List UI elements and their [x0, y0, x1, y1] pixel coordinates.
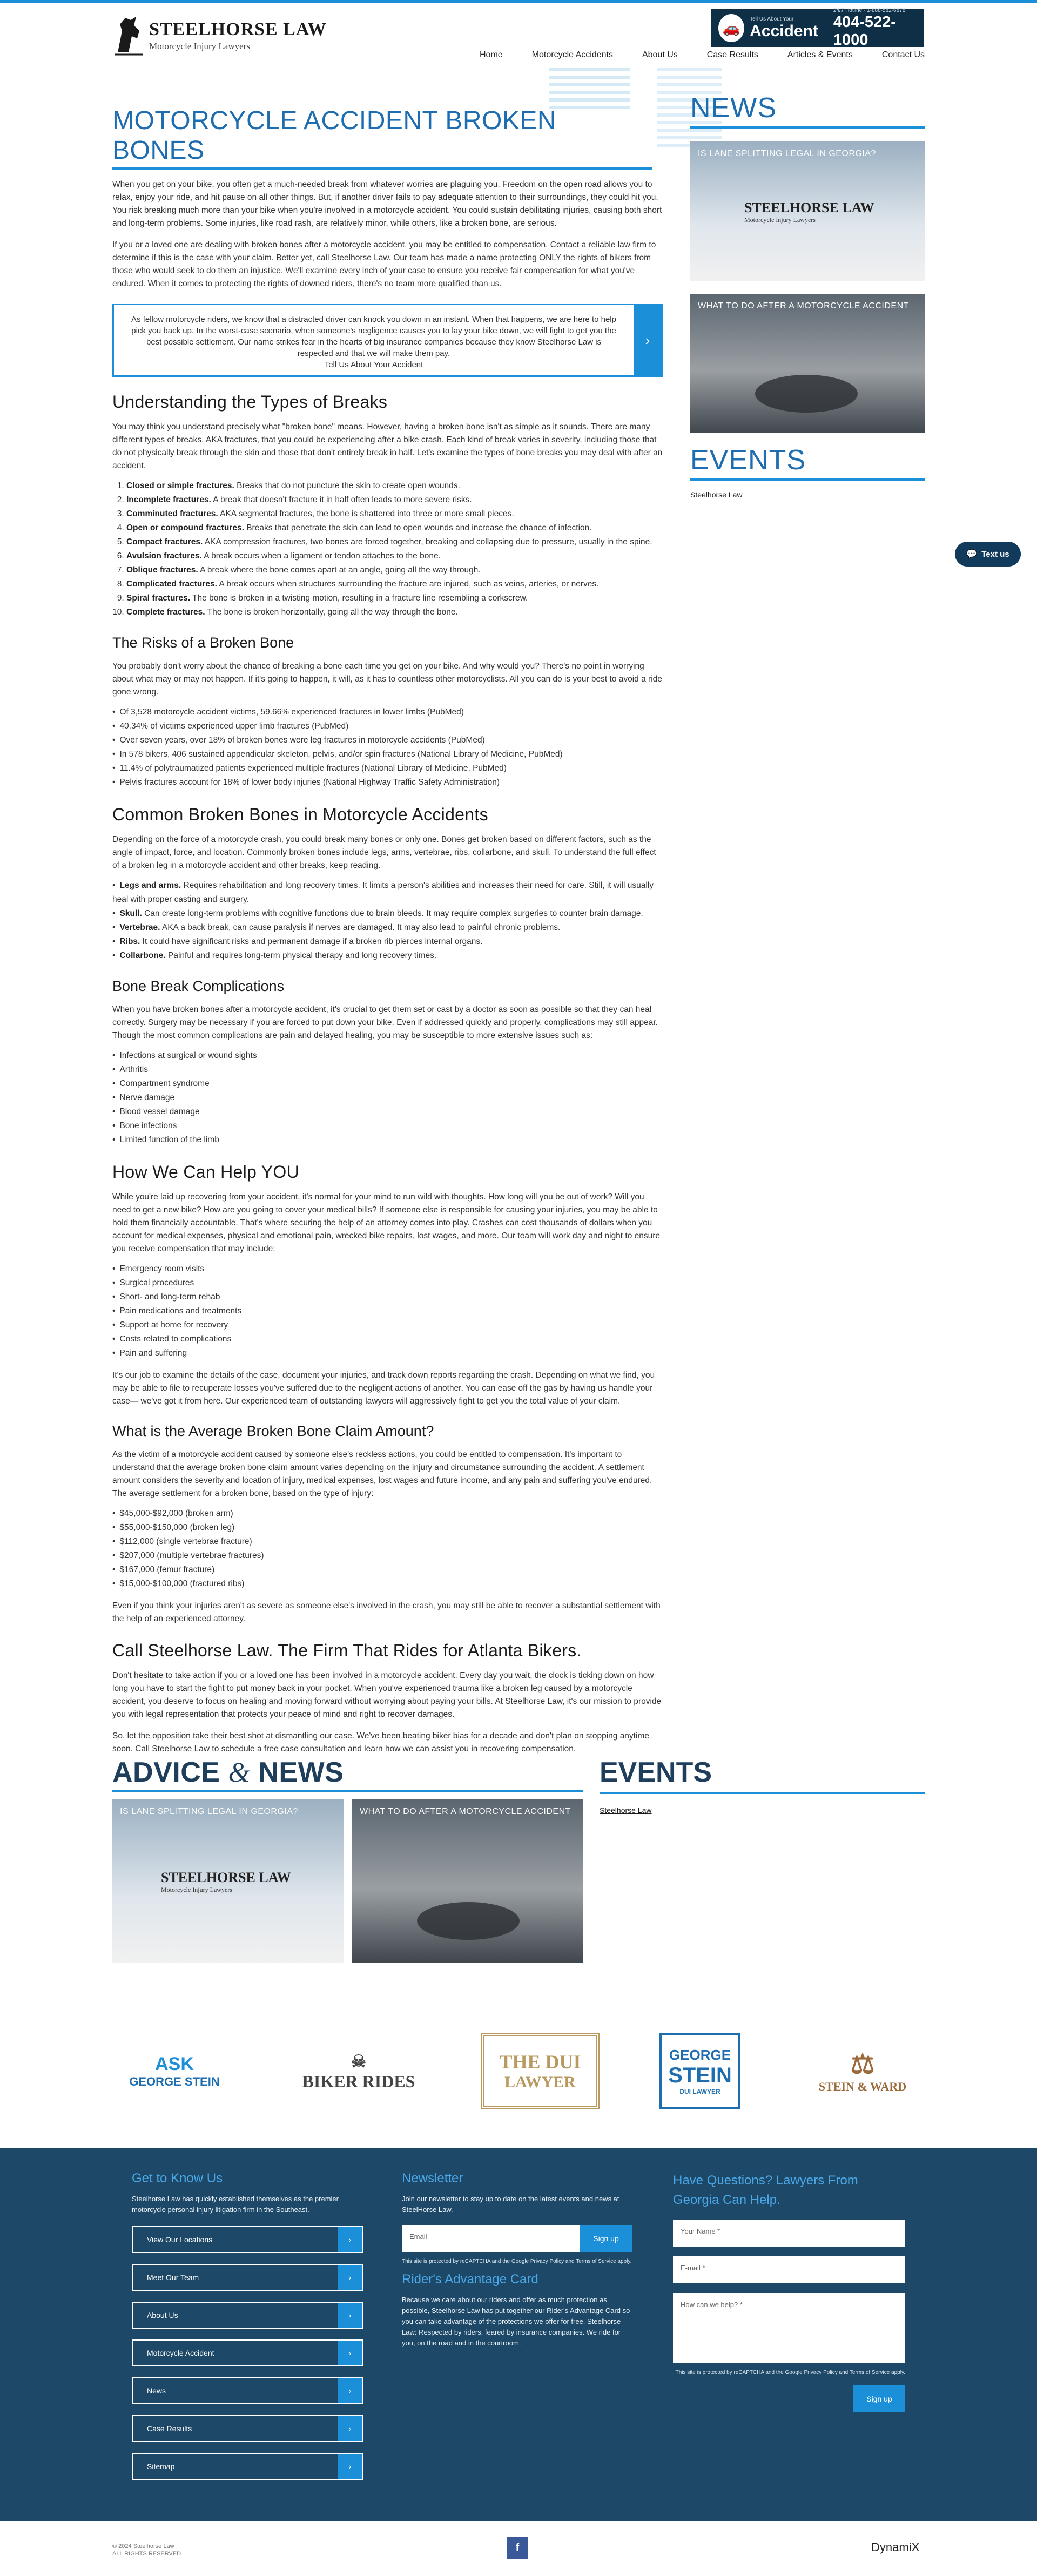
- newsletter-form: [402, 2225, 634, 2252]
- item-bold: Legs and arms.: [119, 881, 181, 890]
- item-bold: Compact fractures.: [126, 537, 203, 547]
- footer-heading: Newsletter: [402, 2171, 463, 2186]
- logo-text: GEORGE STEIN: [129, 2074, 220, 2088]
- chevron-right-icon: ›: [338, 2416, 362, 2441]
- item-bold: Ribs.: [119, 937, 140, 946]
- list-item: • Surgical procedures: [112, 1276, 663, 1290]
- logo-text: STEIN: [668, 2064, 732, 2087]
- nav-home[interactable]: Home: [479, 50, 503, 59]
- logo-biker-rides[interactable]: [297, 2033, 421, 2109]
- footer-link-label: Motorcycle Accident: [147, 2349, 214, 2357]
- help-paragraph-2: It's our job to examine the details of the case, document your injuries, and track down reports regarding the crash. Depending on what we find, you may be able to file to recuperate losses you've suffered due to the negligent actions of another. You can ease off the gas by having us handle your case— we've got it from here. Our experienced team of outstanding lawyers will aggressively fight to get you the total value of your claim.: [112, 1371, 655, 1406]
- risks-list: [112, 705, 663, 790]
- list-item: • $15,000-$100,000 (fractured ribs): [112, 1577, 663, 1591]
- item-text: Breaks that do not puncture the skin to create open wounds.: [234, 481, 460, 490]
- list-item: • Short- and long-term rehab: [112, 1290, 663, 1304]
- rider-card-text: Because we care about our riders and offer as much protection as possible, Steelhorse Law has put together our Rider's Advantage Card so you can take advantage of the protections we offer for free. Steelhorse Law: Respected by riders, feared by insurance companies. We ride for you, on the road and in the courtroom.: [402, 2296, 630, 2347]
- heading-call-steelhorse: Call Steelhorse Law. The Firm That Rides for Atlanta Bikers.: [112, 1641, 582, 1660]
- item-bold: Comminuted fractures.: [126, 509, 218, 518]
- complications-list: [112, 1049, 663, 1147]
- footer-link-label: News: [147, 2386, 166, 2395]
- item-bold: Spiral fractures.: [126, 594, 191, 603]
- newsletter-email-input[interactable]: Email: [402, 2225, 580, 2252]
- hotline-label: 24/7 Hotline - 1-888-582-6878: [833, 7, 906, 14]
- chevron-right-icon: ›: [338, 2227, 362, 2252]
- types-paragraph: You may think you understand precisely what "broken bone" means. However, having a broken bone isn't as simple as it sounds. There are many different types of breaks, AKA fractures, that you could be experiencing after a bike crash. Each kind of break varies in severity, including those that do not physically break through the skin and those that don't entirely break in half. Let's examine the types of bone breaks you may deal with after an accident.: [112, 422, 663, 470]
- item-bold: Open or compound fractures.: [126, 523, 244, 532]
- list-item: • Pelvis fractures account for 18% of lower body injuries (National Highway Traffic Safety Administration): [112, 776, 663, 790]
- divider: [600, 1792, 925, 1794]
- footer-link-label: View Our Locations: [147, 2235, 213, 2244]
- news-card-title: WHAT TO DO AFTER A MOTORCYCLE ACCIDENT: [698, 301, 909, 311]
- list-item: • Compartment syndrome: [112, 1077, 663, 1091]
- site-footer: [0, 2148, 1037, 2521]
- chevron-right-icon: ›: [338, 2454, 362, 2479]
- advice-news-heading: [112, 1756, 925, 1789]
- footer-link-team[interactable]: [132, 2264, 363, 2291]
- page-title: MOTORCYCLE ACCIDENT BROKEN BONES: [112, 106, 652, 170]
- copyright: [112, 2543, 181, 2558]
- logo-text: LAWYER: [504, 2073, 576, 2091]
- footer-link-results[interactable]: [132, 2415, 363, 2442]
- list-item: [126, 605, 663, 619]
- news-word: NEWS: [258, 1757, 344, 1788]
- footer-heading: Have Questions? Lawyers From Georgia Can Help.: [673, 2173, 858, 2207]
- logo-text: STEIN & WARD: [818, 2080, 907, 2093]
- list-item: • $112,000 (single vertebrae fracture): [112, 1535, 663, 1549]
- list-item: • Costs related to complications: [112, 1332, 663, 1346]
- news-card-after-accident[interactable]: [690, 294, 925, 433]
- item-text: Can create long-term problems with cognitive functions due to brain bleeds. It may require complex surgeries to counter brain damage.: [142, 909, 643, 918]
- average-list: [112, 1507, 663, 1591]
- list-item: [126, 493, 663, 507]
- list-item: • Emergency room visits: [112, 1262, 663, 1276]
- card-logo-name: STEELHORSE LAW: [744, 200, 874, 215]
- footer-link-locations[interactable]: [132, 2226, 363, 2253]
- sidebar-events-heading: EVENTS: [690, 444, 806, 476]
- item-bold: Avulsion fractures.: [126, 551, 202, 561]
- accident-hotline-banner[interactable]: [711, 9, 924, 47]
- logo-text: GEORGE: [669, 2047, 731, 2063]
- chat-icon: 💬: [966, 550, 978, 559]
- advice-word: ADVICE: [112, 1757, 220, 1788]
- divider: [112, 1790, 583, 1792]
- item-bold: Skull.: [119, 909, 142, 918]
- item-text: The bone is broken horizontally, going all the way through the bone.: [205, 608, 458, 617]
- footer-link-label: Sitemap: [147, 2462, 175, 2471]
- list-item: • Pain and suffering: [112, 1346, 663, 1360]
- crashed-motorcycle-image: [755, 375, 858, 413]
- types-list: [112, 479, 663, 619]
- item-bold: Complicated fractures.: [126, 579, 217, 589]
- item-bold: Complete fractures.: [126, 608, 205, 617]
- intro-paragraph: When you get on your bike, you often get a much-needed break from whatever worries are plaguing you. Freedom on the open road allows you to relax, enjoy your ride, and hit pause on all other things. But, if another driver fails to pay adequate attention to their surroundings, they could hit you. You risk breaking much more than your bike when you're involved in a motorcycle accident. You could sustain debilitating injuries, causing both short and long-term problems. Some injuries, like road rash, are relatively minor, while others, like a broken bone, are serious.: [112, 180, 662, 228]
- item-bold: Incomplete fractures.: [126, 495, 211, 504]
- cta-arrow-icon[interactable]: ›: [634, 305, 662, 375]
- item-bold: Vertebrae.: [119, 923, 160, 932]
- list-item: • Bone infections: [112, 1119, 663, 1133]
- heading-risks: The Risks of a Broken Bone: [112, 635, 294, 651]
- logo-ask-george-stein[interactable]: [112, 2033, 237, 2109]
- chevron-right-icon: ›: [338, 2341, 362, 2365]
- logo-text: BIKER RIDES: [302, 2071, 415, 2091]
- newsletter-signup-button[interactable]: Sign up: [580, 2225, 632, 2252]
- heading-types-of-breaks: Understanding the Types of Breaks: [112, 392, 388, 412]
- footer-link-news[interactable]: [132, 2377, 363, 2404]
- list-item: • $55,000-$150,000 (broken leg): [112, 1521, 663, 1535]
- footer-about-text: Steelhorse Law has quickly established themselves as the premier motorcycle personal injury litigation firm in the Southeast.: [132, 2195, 339, 2214]
- contact-signup-button[interactable]: Sign up: [853, 2385, 905, 2412]
- call-steelhorse-link[interactable]: Call Steelhorse Law: [135, 1744, 210, 1754]
- sidebar: [690, 92, 925, 499]
- list-item: [126, 549, 663, 563]
- card-logo: [744, 200, 874, 224]
- intro2-text-b: . Our team has made a name protecting ONLY the rights of bikers from those who would seek to do them an injustice. We'll examine every inch of your case to ensure you receive fair compensation for what you've endured. When it comes to protecting the rights of downed riders, there's no team more qualified than us.: [112, 253, 651, 288]
- chevron-right-icon: ›: [338, 2265, 362, 2290]
- help-paragraph: While you're laid up recovering from your accident, it's normal for your mind to run wild with thoughts. How long will you be out of work? Will you need to get a new bike? How are you going to cover your medical bills? If someone else is responsible for causing your injuries, you may be able to hold them financially accountable. That's where securing the help of an attorney comes into play. Crashes can cost thousands of dollars when you account for medical expenses, physical and emotional pain, wrecked bike repairs, lost wages, and more. Our team will work day and night to ensure you receive compensation that may include:: [112, 1192, 661, 1253]
- list-item: • $167,000 (femur fracture): [112, 1563, 663, 1577]
- list-item: • Pain medications and treatments: [112, 1304, 663, 1318]
- logo-name: STEELHORSE LAW: [149, 19, 327, 39]
- heading-common-broken-bones: Common Broken Bones in Motorcycle Accidents: [112, 805, 488, 824]
- site-header: [0, 3, 1037, 65]
- list-item: • Of 3,528 motorcycle accident victims, 59.66% experienced fractures in lower limbs (PubMed): [112, 705, 663, 719]
- common-list: [112, 879, 663, 963]
- logo-subtitle: Motorcycle Injury Lawyers: [149, 41, 250, 51]
- dynamx-logo[interactable]: DynamiX: [871, 2540, 920, 2554]
- item-text: A break where the bone comes apart at an angle, going all the way through.: [198, 565, 481, 575]
- cta-text-block: [114, 305, 634, 375]
- chevron-right-icon: ›: [338, 2378, 362, 2403]
- item-text: AKA segmental fractures, the bone is shattered into three or more small pieces.: [218, 509, 514, 518]
- list-item: [126, 535, 663, 549]
- main-content: [112, 106, 663, 1756]
- logo-dui-lawyer[interactable]: [481, 2033, 600, 2109]
- call-text-a: So, let the opposition take their best shot at dismantling our case. We've been beating biker bias for a decade and don't plan on stopping anytime soon.: [112, 1731, 649, 1754]
- average-paragraph: As the victim of a motorcycle accident caused by someone else's reckless actions, you could be entitled to compensation. It's important to understand that the average broken bone claim amount varies depending on the injury and circumstance surrounding the accident. A settlement amount considers the severity and location of injury, medical expenses, lost wages and future income, and any pain and suffering you've endured. The average settlement for a broken bone, based on the type of injury:: [112, 1450, 652, 1498]
- list-item: • Infections at surgical or wound sights: [112, 1049, 663, 1063]
- item-text: It could have significant risks and permanent damage if a broken rib pierces internal organs.: [140, 937, 483, 946]
- nav-articles-events[interactable]: Articles & Events: [787, 50, 853, 59]
- recaptcha-notice: This site is protected by reCAPTCHA and the Google Privacy Policy and Terms of Service apply.: [402, 2258, 632, 2264]
- call-text-b: to schedule a free case consultation and learn how we can assist you in recovering compensation.: [210, 1744, 576, 1754]
- list-item: [112, 907, 663, 921]
- list-item: [112, 935, 663, 949]
- footer-link-label: Case Results: [147, 2424, 192, 2433]
- copyright-line: ALL RIGHTS RESERVED: [112, 2551, 181, 2557]
- site-logo[interactable]: [112, 15, 327, 57]
- list-item: • Nerve damage: [112, 1091, 663, 1105]
- news-card-title: IS LANE SPLITTING LEGAL IN GEORGIA?: [698, 149, 876, 158]
- list-item: • $207,000 (multiple vertebrae fractures): [112, 1549, 663, 1563]
- sidebar-news-heading: NEWS: [690, 92, 777, 124]
- common-paragraph: Depending on the force of a motorcycle crash, you could break many bones or only one. Bones get broken based on different factors, such as the angle of impact, force, and location. Commonly broken bones include legs, arms, vertebrae, ribs, collarbone, and skull. To understand the full effect of a broken leg in a motorcycle accident and other breaks, keep reading.: [112, 835, 656, 870]
- footer-heading: Rider's Advantage Card: [402, 2272, 538, 2287]
- item-text: Requires rehabilitation and long recovery times. It limits a person's abilities and increases their need for care. Still, it will usually heal with proper casting and surgery.: [112, 881, 654, 904]
- events-link[interactable]: Steelhorse Law: [690, 490, 743, 499]
- logo-stein-ward[interactable]: [800, 2033, 925, 2109]
- item-bold: Closed or simple fractures.: [126, 481, 234, 490]
- logo-george-stein-dui[interactable]: [659, 2033, 740, 2109]
- list-item: [126, 479, 663, 493]
- heading-complications: Bone Break Complications: [112, 978, 285, 994]
- footer-link-accident[interactable]: [132, 2339, 363, 2366]
- heading-average-claim: What is the Average Broken Bone Claim Amount?: [112, 1423, 434, 1439]
- text-us-label: Text us: [981, 549, 1009, 559]
- list-item: [126, 577, 663, 591]
- advice-card-after-accident[interactable]: [352, 1799, 583, 1963]
- hotline-accident-text: Accident: [750, 22, 818, 40]
- footer-link-label: Meet Our Team: [147, 2273, 199, 2282]
- list-item: [126, 563, 663, 577]
- footer-link-label: About Us: [147, 2311, 178, 2319]
- divider: [690, 126, 925, 129]
- list-item: • Over seven years, over 18% of broken bones were leg fractures in motorcycle accidents (PubMed): [112, 733, 663, 747]
- partner-logos: [112, 2031, 925, 2112]
- events-link[interactable]: Steelhorse Law: [600, 1806, 652, 1815]
- text-us-button[interactable]: [955, 542, 1021, 567]
- ampersand: &: [228, 1757, 251, 1788]
- item-text: AKA a back break, can cause paralysis if nerves are damaged. It may also lead to painful chronic problems.: [160, 923, 561, 932]
- item-text: Painful and requires long-term physical therapy and long recovery times.: [165, 951, 437, 960]
- divider: [690, 478, 925, 481]
- facebook-icon[interactable]: f: [507, 2537, 528, 2559]
- list-item: • $45,000-$92,000 (broken arm): [112, 1507, 663, 1521]
- contact-email-input[interactable]: E-mail *: [673, 2256, 905, 2283]
- footer-link-about[interactable]: [132, 2302, 363, 2329]
- contact-message-input[interactable]: How can we help? *: [673, 2293, 905, 2363]
- advice-card-lane-splitting[interactable]: [112, 1799, 344, 1963]
- contact-name-input[interactable]: Your Name *: [673, 2220, 905, 2247]
- nav-contact-us[interactable]: Contact Us: [881, 50, 925, 59]
- newsletter-text: Join our newsletter to stay up to date on the latest events and news at SteelHorse Law.: [402, 2195, 619, 2214]
- complications-paragraph: When you have broken bones after a motorcycle accident, it's crucial to get them set or cast by a doctor as soon as possible so that they can heal correctly. Surgery may be necessary if you are forced to put down your bike. Even if addressed quickly and properly, complications may still appear. Though the most common complications are pain and delayed healing, you may be susceptible to more extensive issues such as:: [112, 1005, 658, 1040]
- logo-text: DUI LAWYER: [679, 2088, 720, 2095]
- item-text: A break that doesn't fracture it in half often leads to more severe risks.: [211, 495, 472, 504]
- footer-col-contact: [673, 2171, 905, 2412]
- item-bold: Oblique fractures.: [126, 565, 198, 575]
- footer-link-sitemap[interactable]: [132, 2453, 363, 2480]
- average-paragraph-2: Even if you think your injuries aren't as severe as someone else's involved in the crash, you may still be able to recover a substantial settlement with the help of an experienced attorney.: [112, 1601, 661, 1623]
- item-text: The bone is broken in a twisting motion, resulting in a fracture line resembling a corkscrew.: [190, 594, 528, 603]
- list-item: • Support at home for recovery: [112, 1318, 663, 1332]
- item-text: AKA compression fractures, two bones are forced together, breaking and collapsing due to pressure, usually in the spine.: [203, 537, 652, 547]
- footer-col-about: [132, 2171, 364, 2480]
- car-crash-icon: 🚗: [718, 14, 744, 42]
- list-item: • Arthritis: [112, 1063, 663, 1077]
- cta-link[interactable]: Tell Us About Your Accident: [324, 360, 423, 369]
- item-text: A break occurs when a ligament or tendon attaches to the bone.: [201, 551, 441, 561]
- help-list: [112, 1262, 663, 1360]
- list-item: [126, 507, 663, 521]
- scales-icon: ⚖: [850, 2049, 875, 2079]
- hotline-small-text: Tell Us About Your: [750, 16, 794, 22]
- copyright-line: © 2024 Steelhorse Law: [112, 2543, 174, 2550]
- intro2-text-a: If you or a loved one are dealing with broken bones after a motorcycle accident, you may be entitled to compensation. Contact a reliable law firm to determine if this is the case with your claim. Better yet, call: [112, 240, 656, 262]
- main-nav: [450, 48, 925, 62]
- list-item: • 11.4% of polytraumatized patients experienced multiple fractures (National Library of Medicine, PubMed): [112, 761, 663, 776]
- cta-text: As fellow motorcycle riders, we know that a distracted driver can knock you down in an instant. When that happens, we are here to help pick you back up. In the worst-case scenario, when someone's negligence causes you to lay your bike down, we will fight to get you the best possible settlement. Our name strikes fear in the hearts of big insurance companies because they know Steelhorse Law is respected and that we will make them pay.: [131, 315, 616, 358]
- item-text: Breaks that penetrate the skin can lead to open wounds and increase the chance of infection.: [244, 523, 592, 532]
- advice-card-title: WHAT TO DO AFTER A MOTORCYCLE ACCIDENT: [360, 1807, 571, 1816]
- crashed-motorcycle-image: [417, 1902, 520, 1940]
- nav-motorcycle-accidents[interactable]: Motorcycle Accidents: [531, 50, 613, 59]
- risks-paragraph: You probably don't worry about the chance of breaking a bone each time you get on your bike. And why would you? There's no point in worrying about what may or may not happen. If it's going to happen, it will, as it has to countless other motorcyclists. All you can do is your best to avoid a ride gone wrong.: [112, 662, 662, 697]
- logo-text: THE DUI: [499, 2051, 581, 2073]
- item-text: A break occurs when structures surrounding the fracture are injured, such as veins, arteries, or nerves.: [217, 579, 599, 589]
- item-bold: Collarbone.: [119, 951, 166, 960]
- heading-how-we-help: How We Can Help YOU: [112, 1162, 299, 1182]
- intro-paragraph-2: [112, 239, 663, 291]
- skull-icon: ☠: [351, 2051, 367, 2071]
- card-logo-sub: Motorcycle Injury Lawyers: [161, 1886, 232, 1893]
- list-item: [112, 879, 663, 907]
- chevron-right-icon: ›: [338, 2303, 362, 2328]
- nav-about-us[interactable]: About Us: [642, 50, 678, 59]
- list-item: • 40.34% of victims experienced upper limb fractures (PubMed): [112, 719, 663, 733]
- horse-logo-icon: [112, 15, 145, 57]
- news-card-lane-splitting[interactable]: [690, 141, 925, 281]
- cta-box[interactable]: [112, 304, 663, 377]
- advice-card-title: IS LANE SPLITTING LEGAL IN GEORGIA?: [120, 1807, 298, 1816]
- card-logo: [161, 1870, 291, 1894]
- card-logo-sub: Motorcycle Injury Lawyers: [744, 216, 816, 224]
- card-logo-name: STEELHORSE LAW: [161, 1870, 291, 1885]
- list-item: • In 578 bikers, 406 sustained appendicular skeleton, pelvis, and/or spin fractures (National Library of Medicine, PubMed): [112, 747, 663, 761]
- list-item: • Blood vessel damage: [112, 1105, 663, 1119]
- list-item: [126, 521, 663, 535]
- advice-cards: [112, 1799, 925, 1963]
- call-paragraph: Don't hesitate to take action if you or a loved one has been involved in a motorcycle accident. Every day you wait, the clock is ticking down on how long you have to start the fight to put money back in your pocket. When you've experienced trauma like a broken leg caused by a motorcycle accident, you deserve to focus on healing and moving forward without worrying about paying your bills. At Steelhorse Law, it's our mission to provide you with legal representation that protects your peace of mind and right to recover damages.: [112, 1671, 662, 1719]
- logo-text: ASK: [155, 2053, 194, 2074]
- steelhorse-law-link[interactable]: Steelhorse Law: [331, 253, 389, 262]
- advice-news-section: [112, 1756, 925, 1963]
- list-item: [112, 921, 663, 935]
- bottom-bar: [0, 2521, 1037, 2576]
- list-item: [126, 591, 663, 605]
- events-heading: EVENTS: [600, 1757, 712, 1788]
- call-paragraph-2: [112, 1730, 663, 1756]
- list-item: [112, 949, 663, 963]
- nav-case-results[interactable]: Case Results: [706, 50, 758, 59]
- list-item: • Limited function of the limb: [112, 1133, 663, 1147]
- footer-heading: Get to Know Us: [132, 2171, 223, 2186]
- hotline-number[interactable]: 404-522-1000: [833, 13, 896, 49]
- footer-col-newsletter: [402, 2171, 634, 2349]
- recaptcha-notice: This site is protected by reCAPTCHA and the Google Privacy Policy and Terms of Service apply.: [675, 2370, 905, 2376]
